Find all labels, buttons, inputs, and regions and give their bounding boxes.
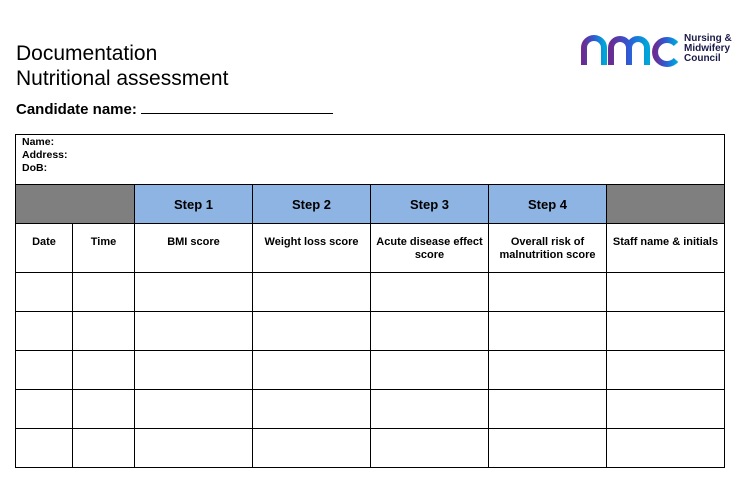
table-cell[interactable]	[16, 273, 73, 312]
table-cell[interactable]	[73, 429, 135, 468]
table-cell[interactable]	[607, 312, 725, 351]
grey-header-right	[607, 185, 725, 224]
table-row	[16, 390, 725, 429]
name-label: Name:	[22, 136, 55, 148]
data-rows	[16, 273, 725, 468]
candidate-name-line[interactable]	[141, 101, 333, 114]
table-cell[interactable]	[135, 390, 253, 429]
table-cell[interactable]	[16, 429, 73, 468]
table-cell[interactable]	[489, 312, 607, 351]
column-header-acute-disease: Acute disease effect score	[371, 224, 489, 273]
table-cell[interactable]	[607, 429, 725, 468]
table-cell[interactable]	[135, 273, 253, 312]
nmc-logo-text	[684, 34, 732, 64]
table-cell[interactable]	[73, 312, 135, 351]
address-label: Address:	[22, 149, 68, 161]
column-header-bmi: BMI score	[135, 224, 253, 273]
table-cell[interactable]	[371, 390, 489, 429]
table-cell[interactable]	[253, 390, 371, 429]
table-cell[interactable]	[253, 273, 371, 312]
step-1-header: Step 1	[135, 185, 253, 224]
column-header-overall-risk: Overall risk of malnutrition score	[489, 224, 607, 273]
table-cell[interactable]	[16, 312, 73, 351]
candidate-name-label: Candidate name:	[16, 101, 137, 118]
table-cell[interactable]	[135, 312, 253, 351]
table-cell[interactable]	[371, 429, 489, 468]
table-cell[interactable]	[489, 390, 607, 429]
step-2-header: Step 2	[253, 185, 371, 224]
column-header-time: Time	[73, 224, 135, 273]
table-cell[interactable]	[253, 351, 371, 390]
column-header-weight-loss: Weight loss score	[253, 224, 371, 273]
logo-text-line-3: Council	[684, 53, 721, 64]
table-cell[interactable]	[371, 312, 489, 351]
table-cell[interactable]	[135, 351, 253, 390]
table-cell[interactable]	[73, 273, 135, 312]
table-cell[interactable]	[371, 351, 489, 390]
table-cell[interactable]	[489, 429, 607, 468]
column-header-staff: Staff name & initials	[607, 224, 725, 273]
patient-info-cell[interactable]	[16, 135, 725, 185]
dob-label: DoB:	[22, 162, 48, 174]
nmc-logo-mark	[581, 34, 681, 68]
table-cell[interactable]	[16, 351, 73, 390]
assessment-table	[15, 134, 725, 468]
title-line-1: Documentation	[16, 42, 158, 65]
nmc-logo	[581, 34, 741, 68]
table-cell[interactable]	[73, 351, 135, 390]
table-cell[interactable]	[607, 390, 725, 429]
page-title	[16, 41, 228, 91]
table-cell[interactable]	[489, 273, 607, 312]
table-cell[interactable]	[371, 273, 489, 312]
table-cell[interactable]	[489, 351, 607, 390]
title-line-2: Nutritional assessment	[16, 67, 229, 90]
table-row	[16, 312, 725, 351]
assessment-table-wrap	[15, 134, 724, 469]
table-row	[16, 273, 725, 312]
logo-text-line-1: Nursing &	[684, 33, 732, 44]
table-cell[interactable]	[253, 429, 371, 468]
step-4-header: Step 4	[489, 185, 607, 224]
table-cell[interactable]	[135, 429, 253, 468]
column-header-date: Date	[16, 224, 73, 273]
grey-header-left	[16, 185, 135, 224]
step-3-header: Step 3	[371, 185, 489, 224]
table-cell[interactable]	[607, 273, 725, 312]
candidate-name-field	[16, 101, 333, 119]
table-cell[interactable]	[607, 351, 725, 390]
table-cell[interactable]	[73, 390, 135, 429]
table-cell[interactable]	[16, 390, 73, 429]
table-row	[16, 351, 725, 390]
table-cell[interactable]	[253, 312, 371, 351]
logo-text-line-2: Midwifery	[684, 43, 731, 54]
table-row	[16, 429, 725, 468]
